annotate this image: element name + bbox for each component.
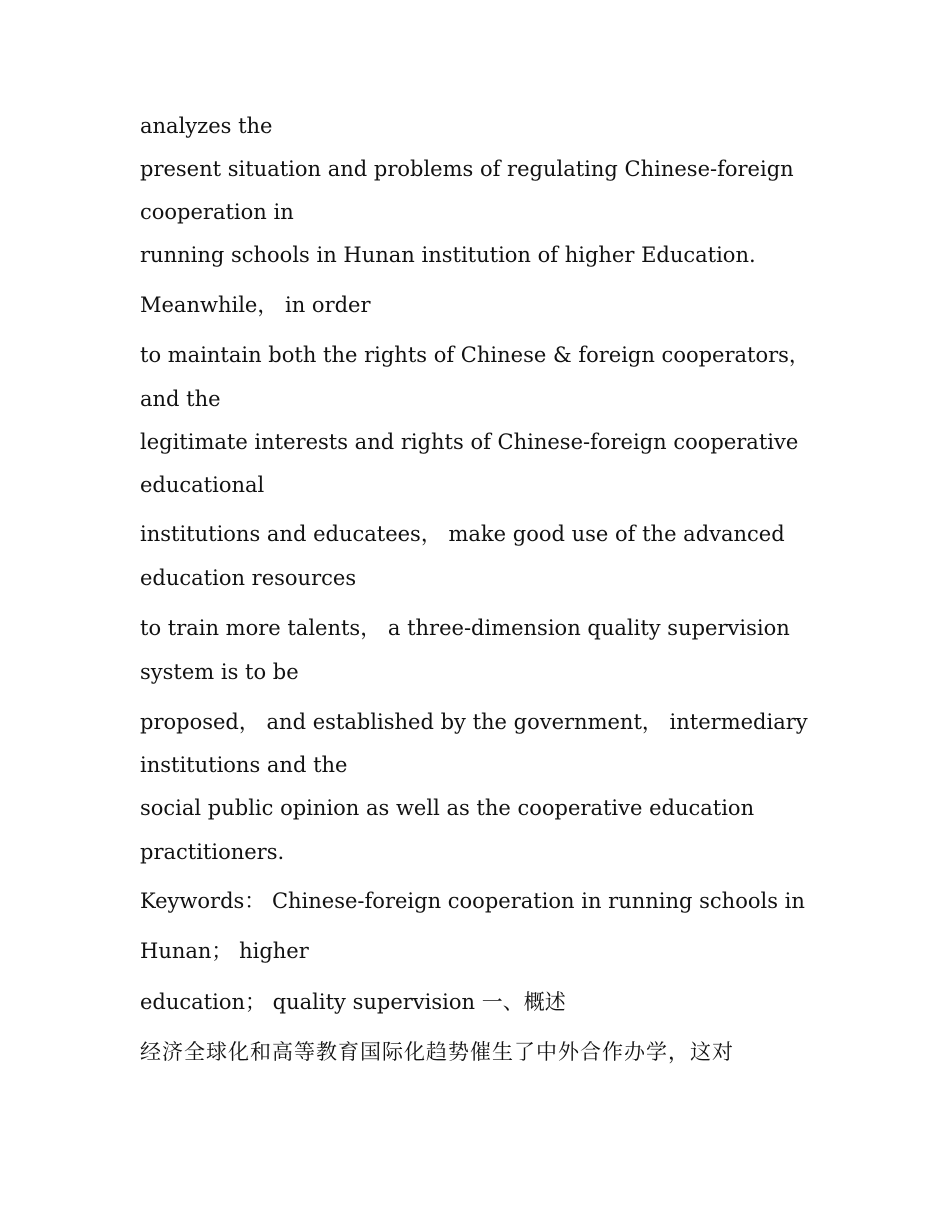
text-line: legitimate interests and rights of Chinese-foreign cooperative: [140, 430, 799, 454]
text-line: practitioners.: [140, 840, 285, 864]
text-line: to train more talents， a three-dimension quality supervision: [140, 616, 790, 640]
text-line: cooperation in: [140, 200, 294, 224]
text-line: system is to be: [140, 660, 299, 684]
text-line: institutions and educatees， make good use of the advanced: [140, 522, 785, 546]
text-line: analyzes the: [140, 114, 273, 138]
text-line: social public opinion as well as the cooperative education: [140, 796, 755, 820]
text-line: institutions and the: [140, 753, 348, 777]
text-line: Meanwhile， in order: [140, 293, 371, 317]
chinese-text-line: 经济全球化和高等教育国际化趋势催生了中外合作办学，这对: [140, 1040, 734, 1064]
text-line: educational: [140, 473, 265, 497]
keywords-line: Hunan； higher: [140, 939, 309, 963]
text-line: to maintain both the rights of Chinese & foreign cooperators，: [140, 343, 810, 367]
text-line: proposed， and established by the government， intermediary: [140, 710, 808, 734]
text-line: present situation and problems of regulating Chinese-foreign: [140, 157, 794, 181]
text-line: education resources: [140, 566, 357, 590]
text-line: running schools in Hunan institution of higher Education.: [140, 243, 756, 267]
keywords-line: Keywords： Chinese-foreign cooperation in running schools in: [140, 889, 805, 913]
text-line: and the: [140, 387, 221, 411]
section-heading-line: education； quality supervision 一、概述: [140, 990, 566, 1014]
